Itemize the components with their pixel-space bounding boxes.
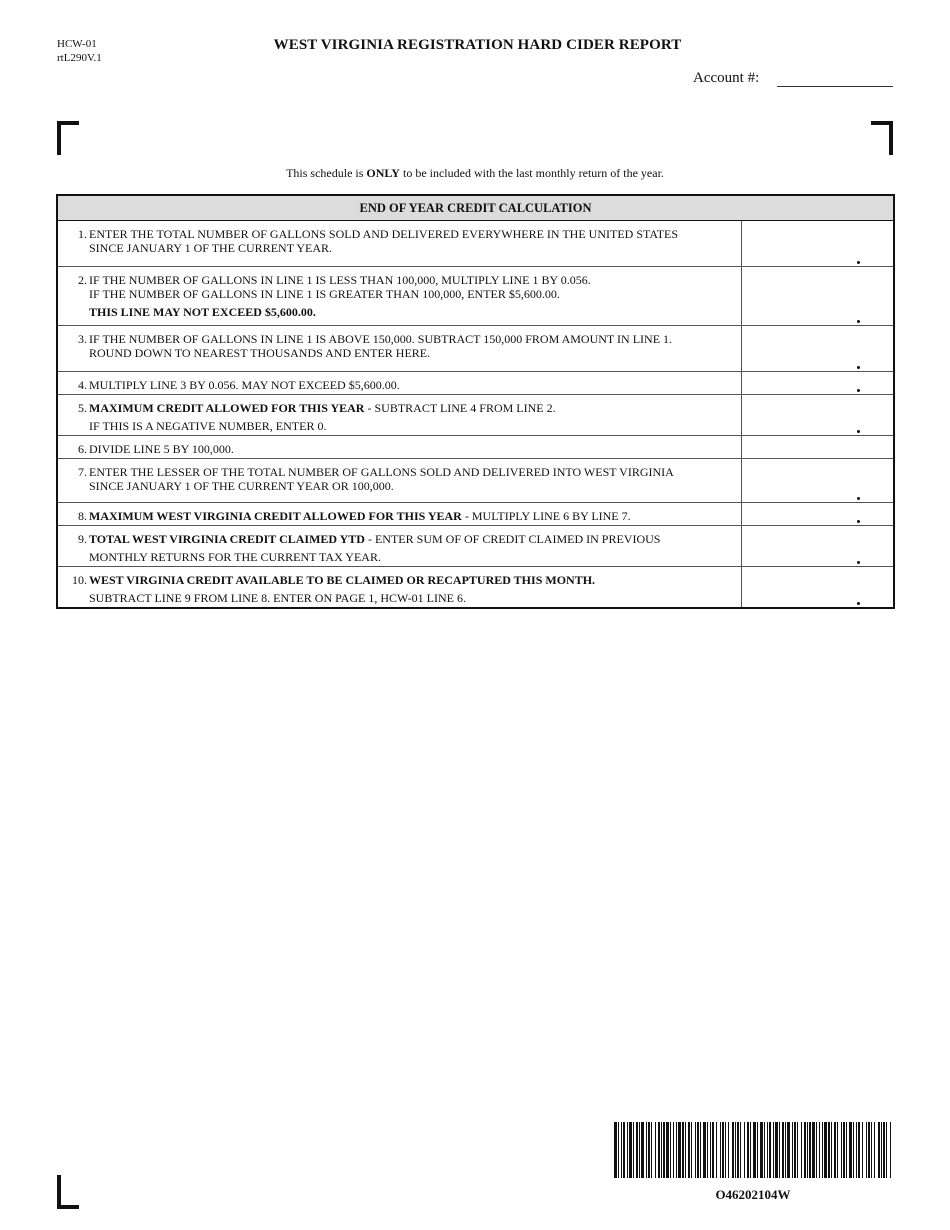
row-description	[58, 326, 742, 371]
amount-field[interactable]	[742, 459, 893, 502]
amount-field[interactable]	[742, 503, 893, 525]
row-text: ENTER THE LESSER OF THE TOTAL NUMBER OF GALLONS SOLD AND DELIVERED INTO WEST VIRGINIA	[89, 465, 674, 479]
row-description	[58, 459, 742, 502]
form-code: HCW-01	[57, 38, 97, 50]
amount-field[interactable]	[742, 267, 893, 325]
credit-calculation-table	[56, 194, 895, 609]
account-number-field[interactable]	[777, 86, 893, 87]
row-text: DIVIDE LINE 5 BY 100,000.	[89, 442, 234, 456]
row-bold-label: WEST VIRGINIA CREDIT AVAILABLE TO BE CLAIMED OR RECAPTURED THIS MONTH.	[89, 573, 596, 587]
table-row	[58, 566, 893, 607]
row-number: 5.	[78, 401, 87, 415]
table-row	[58, 266, 893, 325]
decimal-point-marker	[857, 320, 860, 323]
table-row	[58, 525, 893, 566]
amount-field[interactable]	[742, 567, 893, 607]
amount-field[interactable]	[742, 526, 893, 566]
amount-field[interactable]	[742, 395, 893, 435]
row-bold-label: TOTAL WEST VIRGINIA CREDIT CLAIMED YTD	[89, 532, 365, 546]
table-row	[58, 221, 893, 266]
row-description	[58, 567, 742, 607]
registration-mark-top-right	[871, 121, 893, 155]
row-number: 1.	[78, 227, 87, 241]
decimal-point-marker	[857, 561, 860, 564]
schedule-instruction	[0, 166, 950, 181]
row-text-line2: SINCE JANUARY 1 OF THE CURRENT YEAR.	[89, 241, 333, 255]
amount-field[interactable]	[742, 436, 893, 458]
table-heading: END OF YEAR CREDIT CALCULATION	[58, 196, 893, 221]
row-text-line2: SINCE JANUARY 1 OF THE CURRENT YEAR OR 100,000.	[89, 479, 394, 493]
form-version: rtL290V.1	[57, 52, 102, 64]
decimal-point-marker	[857, 520, 860, 523]
row-description	[58, 372, 742, 394]
row-text: - ENTER SUM OF OF CREDIT CLAIMED IN PREVIOUS	[364, 532, 661, 546]
row-bold-label: MAXIMUM WEST VIRGINIA CREDIT ALLOWED FOR THIS YEAR	[89, 509, 462, 523]
table-row	[58, 394, 893, 435]
row-description	[58, 503, 742, 525]
row-text-line3: THIS LINE MAY NOT EXCEED $5,600.00.	[89, 305, 316, 319]
decimal-point-marker	[857, 366, 860, 369]
row-number: 7.	[78, 465, 87, 479]
row-description	[58, 436, 742, 458]
row-text-line2: SUBTRACT LINE 9 FROM LINE 8. ENTER ON PAGE 1, HCW-01 LINE 6.	[89, 591, 466, 605]
row-number: 6.	[78, 442, 87, 456]
row-text-line2: IF THE NUMBER OF GALLONS IN LINE 1 IS GREATER THAN 100,000, ENTER $5,600.00.	[89, 287, 560, 301]
row-text-line2: MONTHLY RETURNS FOR THE CURRENT TAX YEAR.	[89, 550, 381, 564]
row-text: - MULTIPLY LINE 6 BY LINE 7.	[461, 509, 631, 523]
row-text: IF THE NUMBER OF GALLONS IN LINE 1 IS LESS THAN 100,000, MULTIPLY LINE 1 BY 0.056.	[89, 273, 591, 287]
row-text: IF THE NUMBER OF GALLONS IN LINE 1 IS ABOVE 150,000. SUBTRACT 150,000 FROM AMOUNT IN LINE 1.	[89, 332, 673, 346]
table-row	[58, 435, 893, 458]
row-number: 8.	[78, 509, 87, 523]
registration-mark-bottom-left	[57, 1175, 79, 1209]
decimal-point-marker	[857, 430, 860, 433]
amount-field[interactable]	[742, 221, 893, 266]
row-text: ENTER THE TOTAL NUMBER OF GALLONS SOLD AND DELIVERED EVERYWHERE IN THE UNITED STATES	[89, 227, 679, 241]
decimal-point-marker	[857, 389, 860, 392]
row-text: - SUBTRACT LINE 4 FROM LINE 2.	[364, 401, 556, 415]
instruction-pre: This schedule is	[286, 166, 367, 180]
instruction-emphasis: ONLY	[366, 166, 400, 180]
row-bold-label: MAXIMUM CREDIT ALLOWED FOR THIS YEAR	[89, 401, 365, 415]
registration-mark-top-left	[57, 121, 79, 155]
table-row	[58, 371, 893, 394]
decimal-point-marker	[857, 602, 860, 605]
table-row	[58, 458, 893, 502]
row-text-line2: IF THIS IS A NEGATIVE NUMBER, ENTER 0.	[89, 419, 327, 433]
row-number: 4.	[78, 378, 87, 392]
decimal-point-marker	[857, 261, 860, 264]
page-title: WEST VIRGINIA REGISTRATION HARD CIDER REPORT	[273, 37, 682, 53]
row-number: 3.	[78, 332, 87, 346]
row-description	[58, 221, 742, 266]
table-row	[58, 325, 893, 371]
row-text-line2: ROUND DOWN TO NEAREST THOUSANDS AND ENTER HERE.	[89, 346, 431, 360]
row-description	[58, 395, 742, 435]
row-description	[58, 526, 742, 566]
account-label: Account #:	[693, 70, 760, 86]
amount-field[interactable]	[742, 326, 893, 371]
row-number: 10.	[72, 573, 87, 587]
row-number: 2.	[78, 273, 87, 287]
barcode-number: O46202104W	[715, 1187, 791, 1202]
row-description	[58, 267, 742, 325]
decimal-point-marker	[857, 497, 860, 500]
table-row	[58, 502, 893, 525]
amount-field[interactable]	[742, 372, 893, 394]
barcode	[614, 1122, 892, 1178]
row-text: MULTIPLY LINE 3 BY 0.056. MAY NOT EXCEED $5,600.00.	[89, 378, 400, 392]
row-number: 9.	[78, 532, 87, 546]
instruction-post: to be included with the last monthly return of the year.	[399, 166, 664, 180]
